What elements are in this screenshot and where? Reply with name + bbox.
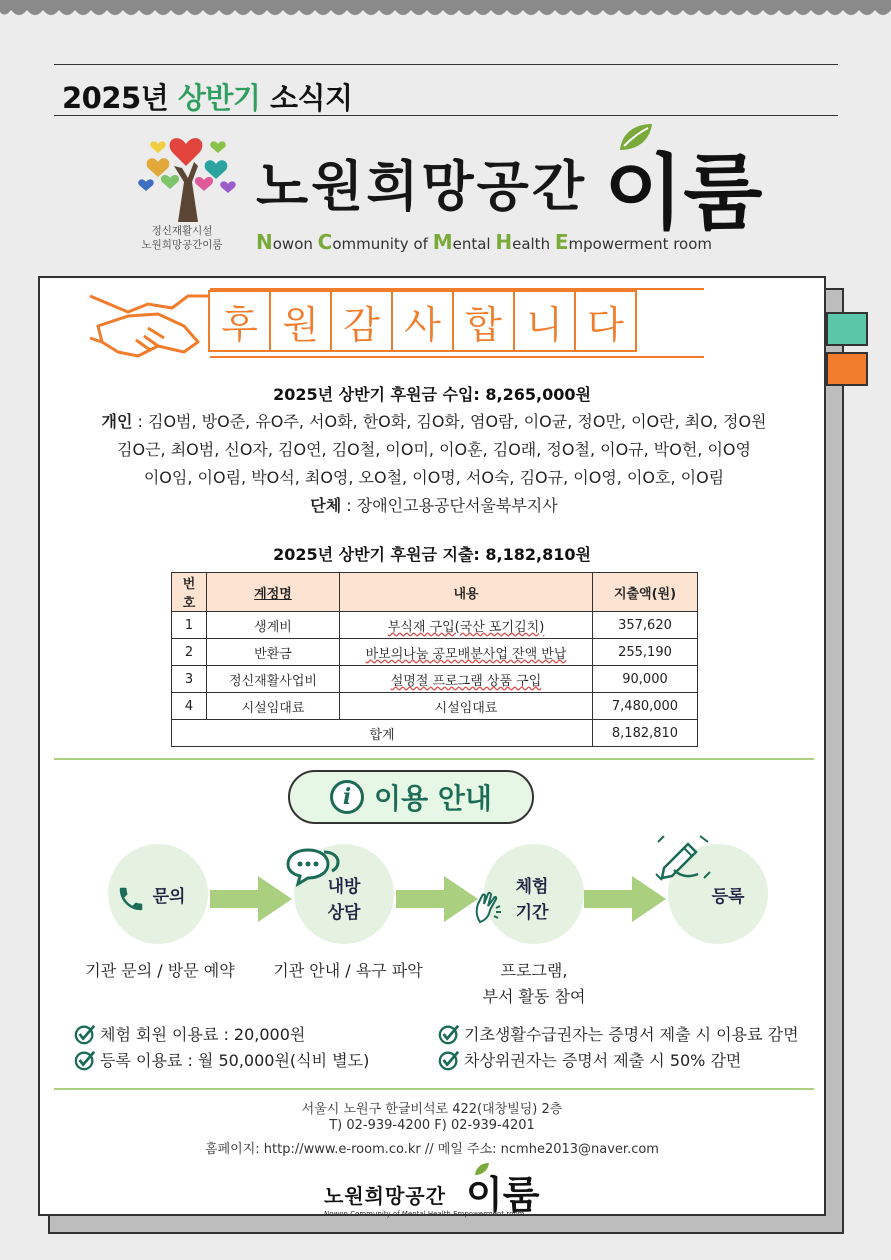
- info-icon: i: [330, 780, 364, 814]
- check-circle-icon: [74, 1023, 96, 1045]
- col-header: 번호: [172, 573, 207, 612]
- phone-icon: [116, 884, 146, 914]
- donor-list: 개인 : 김O범, 방O준, 유O주, 서O화, 한O화, 김O화, 염O람, 이O균, 정O만, 이O란, 최O, 정O원 김O근, 최O범, 신O자, 김O연, 김O철, 이O미, 이O훈, 김O래, 정O철, 이O규, 박O헌, 이O영 이O임, 이O림, 박O석, 최O영, 오O철, 이O명, 서O숙, 김O규, 이O영, 이O호, 이O림 단체 : 장애인고용공단서울북부지사: [101, 412, 767, 515]
- thanks-char: 다: [574, 290, 637, 352]
- discount-item: 기초생활수급권자는 증명서 제출 시 이용료 감면: [438, 1022, 799, 1045]
- expense-table: [171, 572, 698, 747]
- org-name-big: 이룸: [604, 146, 763, 241]
- step-description: 기관 안내 / 욕구 파악: [273, 961, 423, 980]
- thanks-banner: [210, 290, 637, 352]
- top-wave-border: [0, 0, 891, 22]
- table-row: 2 반환금 바보의나눔 공모배분사업 잔액 반납 255,190: [172, 639, 698, 666]
- footer-web: 홈페이지: http://www.e-room.co.kr // 메일 주소: ncmhe2013@naver.com: [205, 1142, 659, 1157]
- table-total-row: 합계 8,182,810: [172, 720, 698, 747]
- step-description: 프로그램, 부서 활동 참여: [482, 961, 586, 1006]
- step-label: 체험 기간: [515, 877, 549, 923]
- check-circle-icon: [438, 1049, 460, 1071]
- tree-caption: 정신재활시설 노원희망공간이룸: [141, 225, 223, 251]
- table-header-row: [172, 573, 698, 612]
- thanks-char: 원: [269, 290, 332, 352]
- thanks-char: 니: [513, 290, 576, 352]
- expense-heading: 2025년 상반기 후원금 지출: 8,182,810원: [273, 545, 591, 564]
- col-header: 내용: [340, 573, 593, 612]
- check-circle-icon: [438, 1023, 460, 1045]
- footer-phone: T) 02-939-4200 F) 02-939-4201: [329, 1118, 535, 1133]
- thanks-char: 후: [208, 290, 271, 352]
- step-description: 기관 문의 / 방문 예약: [85, 961, 235, 980]
- fee-item: 체험 회원 이용료 : 20,000원: [74, 1022, 305, 1045]
- table-row: 4 시설임대료 시설임대료 7,480,000: [172, 693, 698, 720]
- title-top-rule: [54, 64, 838, 65]
- organization-logo: [118, 122, 798, 262]
- newsletter-card: [38, 276, 826, 1216]
- orange-tab: [826, 352, 868, 386]
- col-header: 지출액(원): [593, 573, 698, 612]
- org-name: 노원희망공간: [256, 155, 587, 218]
- thanks-char: 사: [391, 290, 454, 352]
- income-heading: 2025년 상반기 후원금 수입: 8,265,000원: [273, 385, 591, 404]
- heart-tree-icon: [128, 122, 248, 226]
- org-subtitle: Nowon Community of Mental Health Empowerment room: [256, 230, 713, 254]
- usage-guide-title: i 이용 안내: [288, 770, 534, 824]
- table-row: 1 생계비 부식재 구입(국산 포기김치) 357,620: [172, 612, 698, 639]
- arrow-icon: [210, 876, 292, 922]
- fee-item: 등록 이용료 : 월 50,000원(식비 별도): [74, 1048, 369, 1071]
- footer-address: 서울시 노원구 한글비석로 422(대창빌딩) 2층: [301, 1102, 563, 1117]
- step-label: 내방 상담: [327, 877, 361, 923]
- step-label: 문의: [152, 887, 186, 907]
- table-row: 3 정신재활사업비 설명절 프로그램 상품 구입 90,000: [172, 666, 698, 693]
- newsletter-title: 2025년 상반기 소식지: [62, 81, 353, 115]
- title-bottom-rule: [54, 115, 838, 116]
- col-header: 계정명: [207, 573, 340, 612]
- footer-divider: [54, 1088, 814, 1090]
- footer-logo: 노원희망공간 이룸 Nowon Community of Mental Health Empowerment room: [324, 1162, 544, 1222]
- step-label: 등록: [711, 887, 745, 907]
- arrow-icon: [396, 876, 478, 922]
- teal-tab: [826, 312, 868, 346]
- writing-hand-icon: [652, 834, 712, 884]
- discount-item: 차상위권자는 증명서 제출 시 50% 감면: [438, 1048, 741, 1071]
- section-divider: [54, 758, 814, 760]
- thanks-char: 감: [330, 290, 393, 352]
- hand-icon: [472, 890, 502, 924]
- check-circle-icon: [74, 1049, 96, 1071]
- handshake-icon: [88, 286, 218, 362]
- thanks-char: 합: [452, 290, 515, 352]
